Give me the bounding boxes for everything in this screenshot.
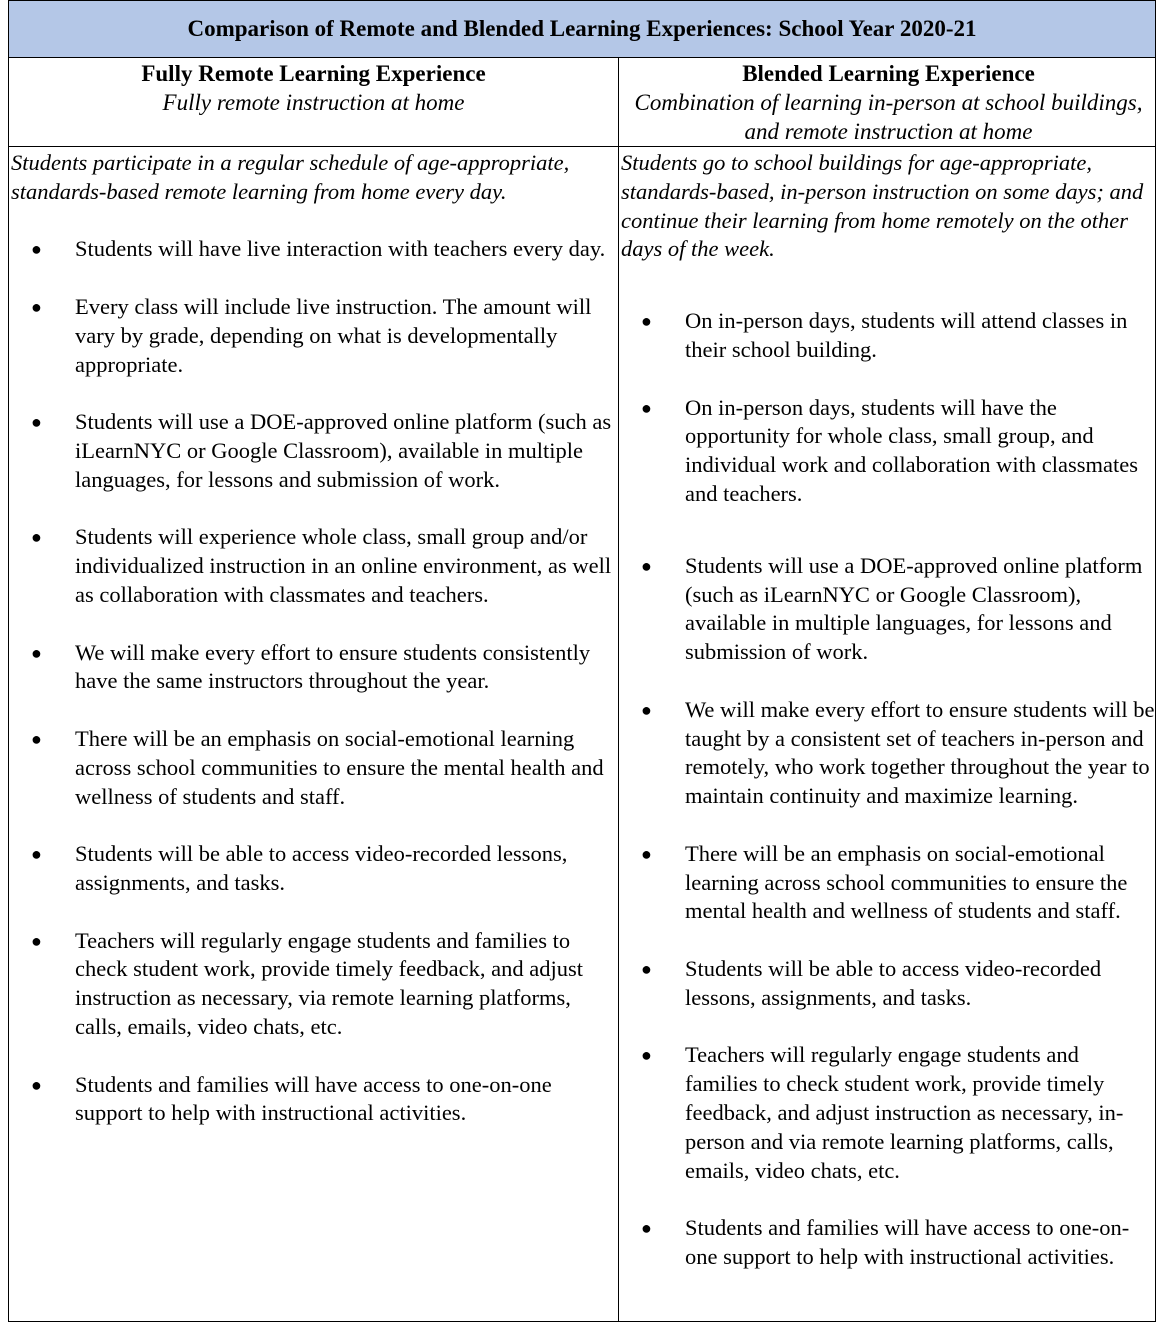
remote-column: [11, 149, 616, 1128]
remote-intro: Students participate in a regular schedule of age-appropriate, standards-based remote learning from home every day.: [11, 150, 570, 204]
list-item: ● Teachers will regularly engage students and families to check student work, provide timely feedback, and adjust instruction as necessary, in-person and via remote learning platforms, calls, emails, video chats, etc.: [641, 1042, 1124, 1183]
bullet-icon: ●: [641, 1218, 652, 1239]
bullet-icon: ●: [31, 728, 42, 749]
blended-heading: Blended Learning Experience: [742, 61, 1035, 86]
bullet-icon: ●: [31, 527, 42, 548]
bullet-icon: ●: [31, 930, 42, 951]
list-item: ● There will be an emphasis on social-emotional learning across school communities to ensure the mental health and wellness of students and staff.: [641, 840, 1128, 924]
bullet-icon: ●: [641, 1045, 652, 1066]
bullet-icon: ●: [31, 296, 42, 317]
list-item: ● Students will have live interaction with teachers every day.: [11, 235, 616, 264]
list-item: ● Students and families will have access to one-on-one support to help with instructional activities.: [641, 1215, 1130, 1269]
list-item: ● On in-person days, students will have the opportunity for whole class, small group, and individual work and collaboration with classmates and teachers.: [641, 394, 1139, 506]
list-item: ● Students will experience whole class, small group and/or individualized instruction in an online environment, as well as collaboration with classmates and teachers.: [31, 524, 612, 607]
remote-subheading: Fully remote instruction at home: [162, 90, 465, 115]
list-item: ● Teachers will regularly engage students and families to check student work, provide timely feedback, and adjust instruction as necessary, via remote learning platforms, calls, emails, video chats, etc.: [31, 927, 583, 1039]
list-item: ● Students will be able to access video-recorded lessons, assignments, and tasks.: [31, 841, 568, 895]
blended-subheading: Combination of learning in-person at school buildings, and remote instruction at home: [634, 90, 1143, 144]
list-item: ● There will be an emphasis on social-emotional learning across school communities to ensure the mental health and wellness of students and staff.: [31, 725, 604, 809]
bullet-icon: ●: [31, 642, 42, 663]
bullet-icon: ●: [31, 1074, 42, 1095]
blended-column: [621, 149, 1155, 1272]
blended-intro: Students go to school buildings for age-appropriate, standards-based, in-person instruction on some days; and continue their learning from home remotely on the other days of the week.: [621, 150, 1144, 262]
list-item: ● We will make every effort to ensure students will be taught by a consistent set of teachers in-person and remotely, who work together throughout the year to maintain continuity and maximize learning.: [641, 696, 1155, 809]
bullet-icon: ●: [641, 397, 652, 418]
bullet-icon: ●: [31, 412, 42, 433]
blended-list: [621, 307, 1155, 1272]
list-item: ● We will make every effort to ensure students consistently have the same instructors throughout the year.: [31, 639, 591, 694]
remote-list: [11, 235, 616, 1128]
list-item: ● Every class will include live instruction. The amount will vary by grade, depending on what is developmentally appropriate.: [31, 293, 592, 377]
bullet-icon: ●: [641, 958, 652, 979]
comparison-table: [8, 0, 1156, 1322]
bullet-icon: ●: [641, 555, 652, 576]
list-item: ● Students will use a DOE-approved online platform (such as iLearnNYC or Google Classroom), available in multiple languages, for lessons and submission of work.: [31, 409, 612, 492]
blended-column-header: [620, 59, 1157, 146]
bullet-icon: ●: [31, 844, 42, 865]
column-divider: [618, 57, 619, 1321]
bullet-icon: ●: [31, 239, 42, 260]
list-item: ● On in-person days, students will attend classes in their school building.: [641, 308, 1128, 362]
header-divider: [9, 146, 1155, 147]
table-title: Comparison of Remote and Blended Learning Experiences: School Year 2020-21: [9, 1, 1155, 58]
list-item: ● Students will use a DOE-approved online platform (such as iLearnNYC or Google Classroom), available in multiple languages, for lessons and submission of work.: [641, 552, 1143, 665]
list-item: ● Students and families will have access to one-on-one support to help with instructional activities.: [31, 1071, 552, 1126]
bullet-icon: ●: [641, 311, 652, 332]
remote-column-header: [9, 59, 618, 117]
bullet-icon: ●: [641, 699, 652, 720]
remote-heading: Fully Remote Learning Experience: [141, 61, 486, 86]
bullet-icon: ●: [641, 843, 652, 864]
list-item: ● Students will be able to access video-recorded lessons, assignments, and tasks.: [641, 955, 1102, 1010]
